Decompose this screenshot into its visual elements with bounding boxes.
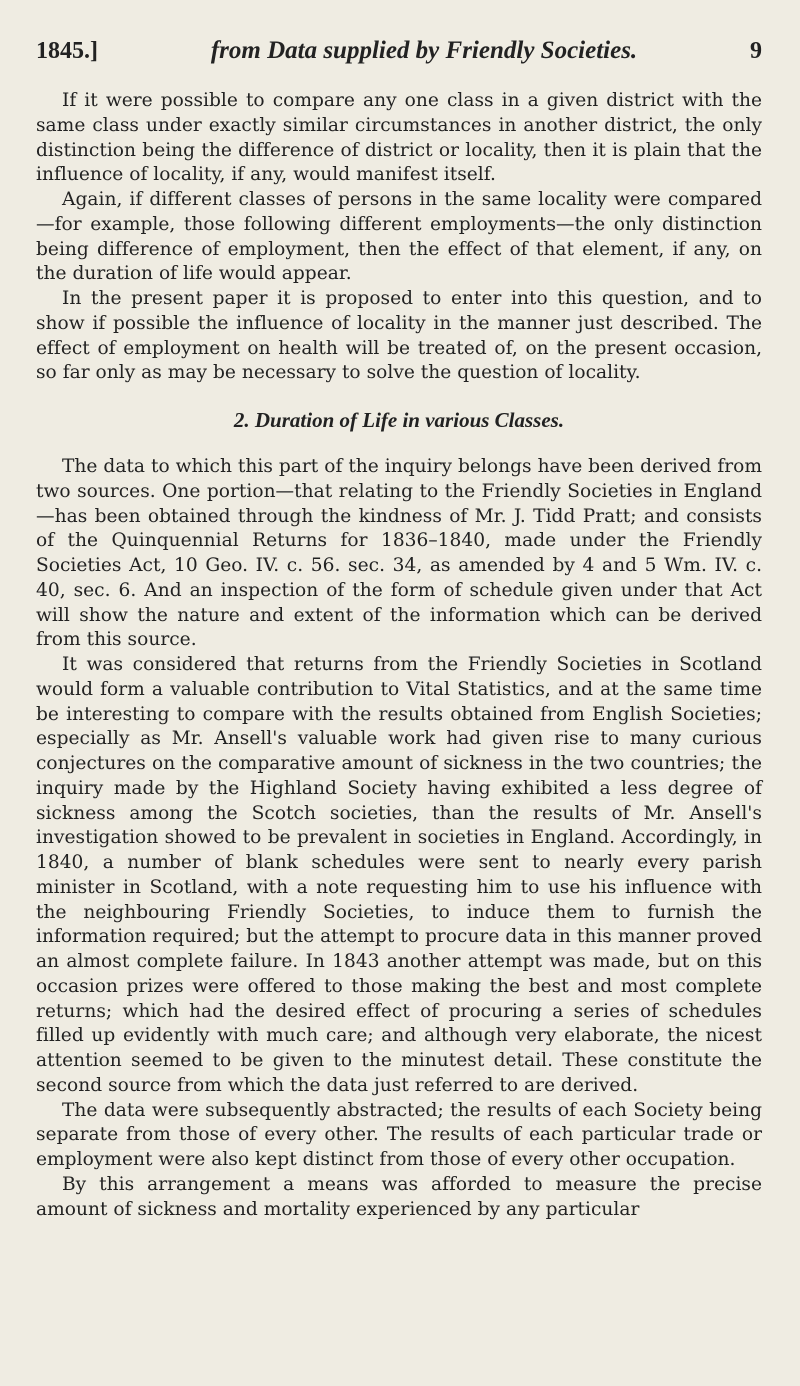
page-number: 9 [750, 38, 762, 64]
running-head [36, 36, 762, 66]
paragraph: Again, if different classes of persons in the same locality were compared—for example, those following different employments—the only distinction being difference of employment, then the effect of that element, if any, on the duration of life would appear. [36, 189, 762, 285]
section-heading: 2. Duration of Life in various Classes. [233, 408, 565, 432]
paragraph: The data to which this part of the inquiry belongs have been derived from two sources. One portion—that relating to the Friendly Societies in England—has been obtained through the kindness of Mr. J. Tidd Pratt; and consists of the Quinquennial Returns for 1836–1840, made under the Friendly Societies Act, 10 Geo. IV. c. 56. sec. 34, as amended by 4 and 5 Wm. IV. c. 40, sec. 6. And an inspection of the form of schedule given under that Act will show the nature and extent of the information which can be derived from this source. [36, 456, 762, 651]
paragraph: The data were subsequently abstracted; the results of each Society being separate from those of every other. The results of each particular trade or employment were also kept distinct from those of every other occupation. [36, 1099, 762, 1170]
running-head-year: 1845.] [36, 38, 98, 64]
paragraph: If it were possible to compare any one class in a given district with the same class under exactly similar circumstances in another district, the only distinction being the difference of district or locality, then it is plain that the influence of locality, if any, would manifest itself. [36, 90, 762, 186]
paragraph: In the present paper it is proposed to enter into this question, and to show if possible the influence of locality in the manner just described. The effect of employment on health will be treated of, on the present occasion, so far only as may be necessary to solve the question of locality. [36, 288, 762, 384]
running-head-title: from Data supplied by Friendly Societies. [210, 37, 638, 64]
paragraph: It was considered that returns from the Friendly Societies in Scotland would form a valuable contribution to Vital Statistics, and at the same time be interesting to compare with the results obtained from English Societies; especially as Mr. Ansell's valuable work had given rise to many curious conjectures on the comparative amount of sickness in the two countries; the inquiry made by the Highland Society having exhibited a less degree of sickness among the Scotch societies, than the results of Mr. Ansell's investigation showed to be prevalent in societies in England. Accordingly, in 1840, a number of blank schedules were sent to nearly every parish minister in Scotland, with a note requesting him to use his influence with the neighbouring Friendly Societies, to induce them to furnish the information required; but the attempt to procure data in this manner proved an almost complete failure. In 1843 another attempt was made, but on this occasion prizes were offered to those making the best and most complete returns; which had the desired effect of procuring a series of schedules filled up evidently with much care; and although very elaborate, the nicest attention seemed to be given to the minutest detail. These constitute the second source from which the data just referred to are derived. [36, 654, 762, 1096]
paragraph: By this arrangement a means was afforded to measure the precise amount of sickness and mortality experienced by any particular [36, 1173, 762, 1220]
